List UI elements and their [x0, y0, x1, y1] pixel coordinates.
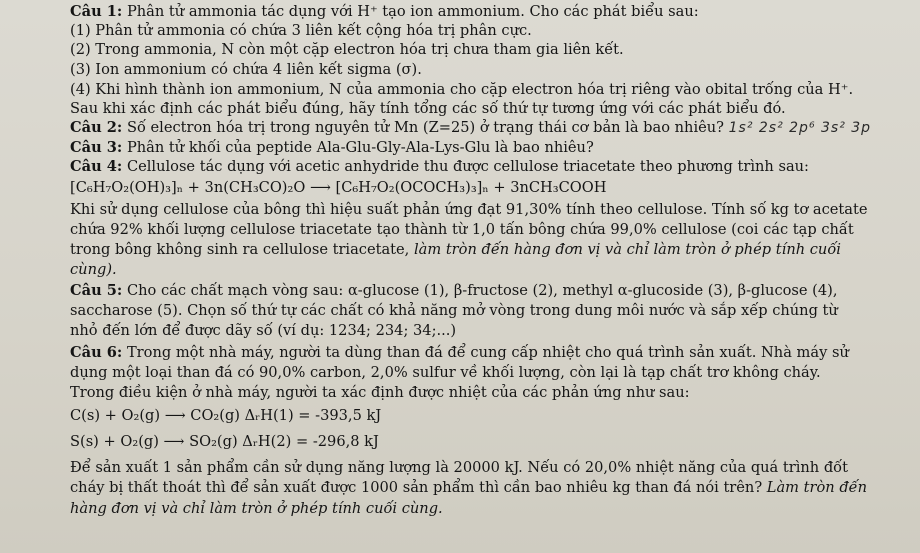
q5-heading: Câu 5: [70, 282, 123, 299]
q1-statement-1: (1) Phân tử ammonia có chứa 3 liên kết cộng hóa trị phân cực. [70, 22, 532, 39]
q6-reaction-1: C(s) + O₂(g) ⟶ CO₂(g) ΔᵣH(1) = -393,5 kJ [70, 407, 382, 424]
q4-equation: [C₆H₇O₂(OH)₃]ₙ + 3n(CH₃CO)₂O ⟶ [C₆H₇O₂(OCOCH₃)₃]ₙ + 3nCH₃COOH [70, 179, 607, 196]
q1-text: Phân tử ammonia tác dụng với H⁺ tạo ion ammonium. Cho các phát biểu sau: [126, 3, 699, 20]
q6-heading: Câu 6: [70, 344, 123, 361]
q6-paragraph-6: hàng đơn vị và chỉ làm tròn ở phép tính cuối cùng. [70, 500, 443, 517]
q2-handwriting: 1s² 2s² 2p⁶ 3s² 3p [728, 120, 872, 136]
q4-paragraph-3-text: trong bông không sinh ra cellulose triacetate, [70, 241, 414, 258]
q2-text: Số electron hóa trị trong nguyên tử Mn (Z=25) ở trạng thái cơ bản là bao nhiêu? [126, 119, 724, 136]
q4-paragraph-4: cùng). [70, 261, 117, 278]
q6-paragraph-4: Để sản xuất 1 sản phẩm cần sử dụng năng lượng là 20000 kJ. Nếu có 20,0% nhiệt năng của quá trình đốt [70, 459, 848, 476]
q6-paragraph-2: dụng một loại than đá có 90,0% carbon, 2,0% sulfur về khối lượng, còn lại là tạp chất trơ không cháy. [70, 364, 821, 381]
q1-statement-3: (3) Ion ammonium có chứa 4 liên kết sigma (σ). [70, 61, 422, 78]
q6-reaction-2: S(s) + O₂(g) ⟶ SO₂(g) ΔᵣH(2) = -296,8 kJ [70, 433, 379, 450]
q3-heading: Câu 3: [70, 139, 123, 156]
q6-line [70, 343, 849, 362]
q4-text: Cellulose tác dụng với acetic anhydride thu được cellulose triacetate theo phương trình sau: [126, 158, 809, 175]
q3-line [70, 138, 594, 157]
q4-paragraph-1: Khi sử dụng cellulose của bông thì hiệu suất phản ứng đạt 91,30% tính theo cellulose. Tính số kg tơ acetate [70, 201, 868, 218]
q6-paragraph-3: Trong điều kiện ở nhà máy, người ta xác định được nhiệt của các phản ứng như sau: [70, 384, 690, 401]
q6-text: Trong một nhà máy, người ta dùng than đá để cung cấp nhiệt cho quá trình sản xuất. Nhà máy sử [126, 344, 849, 361]
q1-instruction: Sau khi xác định các phát biểu đúng, hãy tính tổng các số thứ tự tương ứng với các phát biểu đó. [70, 100, 786, 117]
q4-rounding-note: làm tròn đến hàng đơn vị và chỉ làm tròn ở phép tính cuối [413, 241, 841, 258]
q6-paragraph-5 [70, 478, 867, 497]
q4-heading: Câu 4: [70, 158, 123, 175]
q3-text: Phân tử khối của peptide Ala-Glu-Gly-Ala-Lys-Glu là bao nhiêu? [126, 139, 594, 156]
q2-heading: Câu 2: [70, 119, 123, 136]
q5-line [70, 281, 838, 300]
q1-line [70, 2, 699, 21]
q4-line [70, 157, 809, 176]
q2-line [70, 118, 871, 138]
q1-heading: Câu 1: [70, 3, 123, 20]
q1-statement-2: (2) Trong ammonia, N còn một cặp electron hóa trị chưa tham gia liên kết. [70, 41, 624, 58]
q5-text: Cho các chất mạch vòng sau: α-glucose (1), β-fructose (2), methyl α-glucoside (3), β-glucose (4), [126, 282, 838, 299]
q6-paragraph-5-text: cháy bị thất thoát thì để sản xuất được 1000 sản phẩm thì cần bao nhiêu kg than đá nói trên? [70, 479, 767, 496]
q1-statement-4: (4) Khi hình thành ion ammonium, N của ammonia cho cặp electron hóa trị riêng vào obital trống của H⁺. [70, 81, 854, 98]
q5-paragraph-2: saccharose (5). Chọn số thứ tự các chất có khả năng mở vòng trong dung môi nước và sắp xếp chúng từ [70, 302, 838, 319]
q6-rounding-note: Làm tròn đến [766, 479, 868, 496]
q4-paragraph-2: chứa 92% khối lượng cellulose triacetate tạo thành từ 1,0 tấn bông chứa 99,0% cellulose (coi các tạp chất [70, 221, 854, 238]
q5-paragraph-3: nhỏ đến lớn để được dãy số (ví dụ: 1234; 234; 34;...) [70, 322, 457, 339]
q4-paragraph-3 [70, 240, 841, 259]
